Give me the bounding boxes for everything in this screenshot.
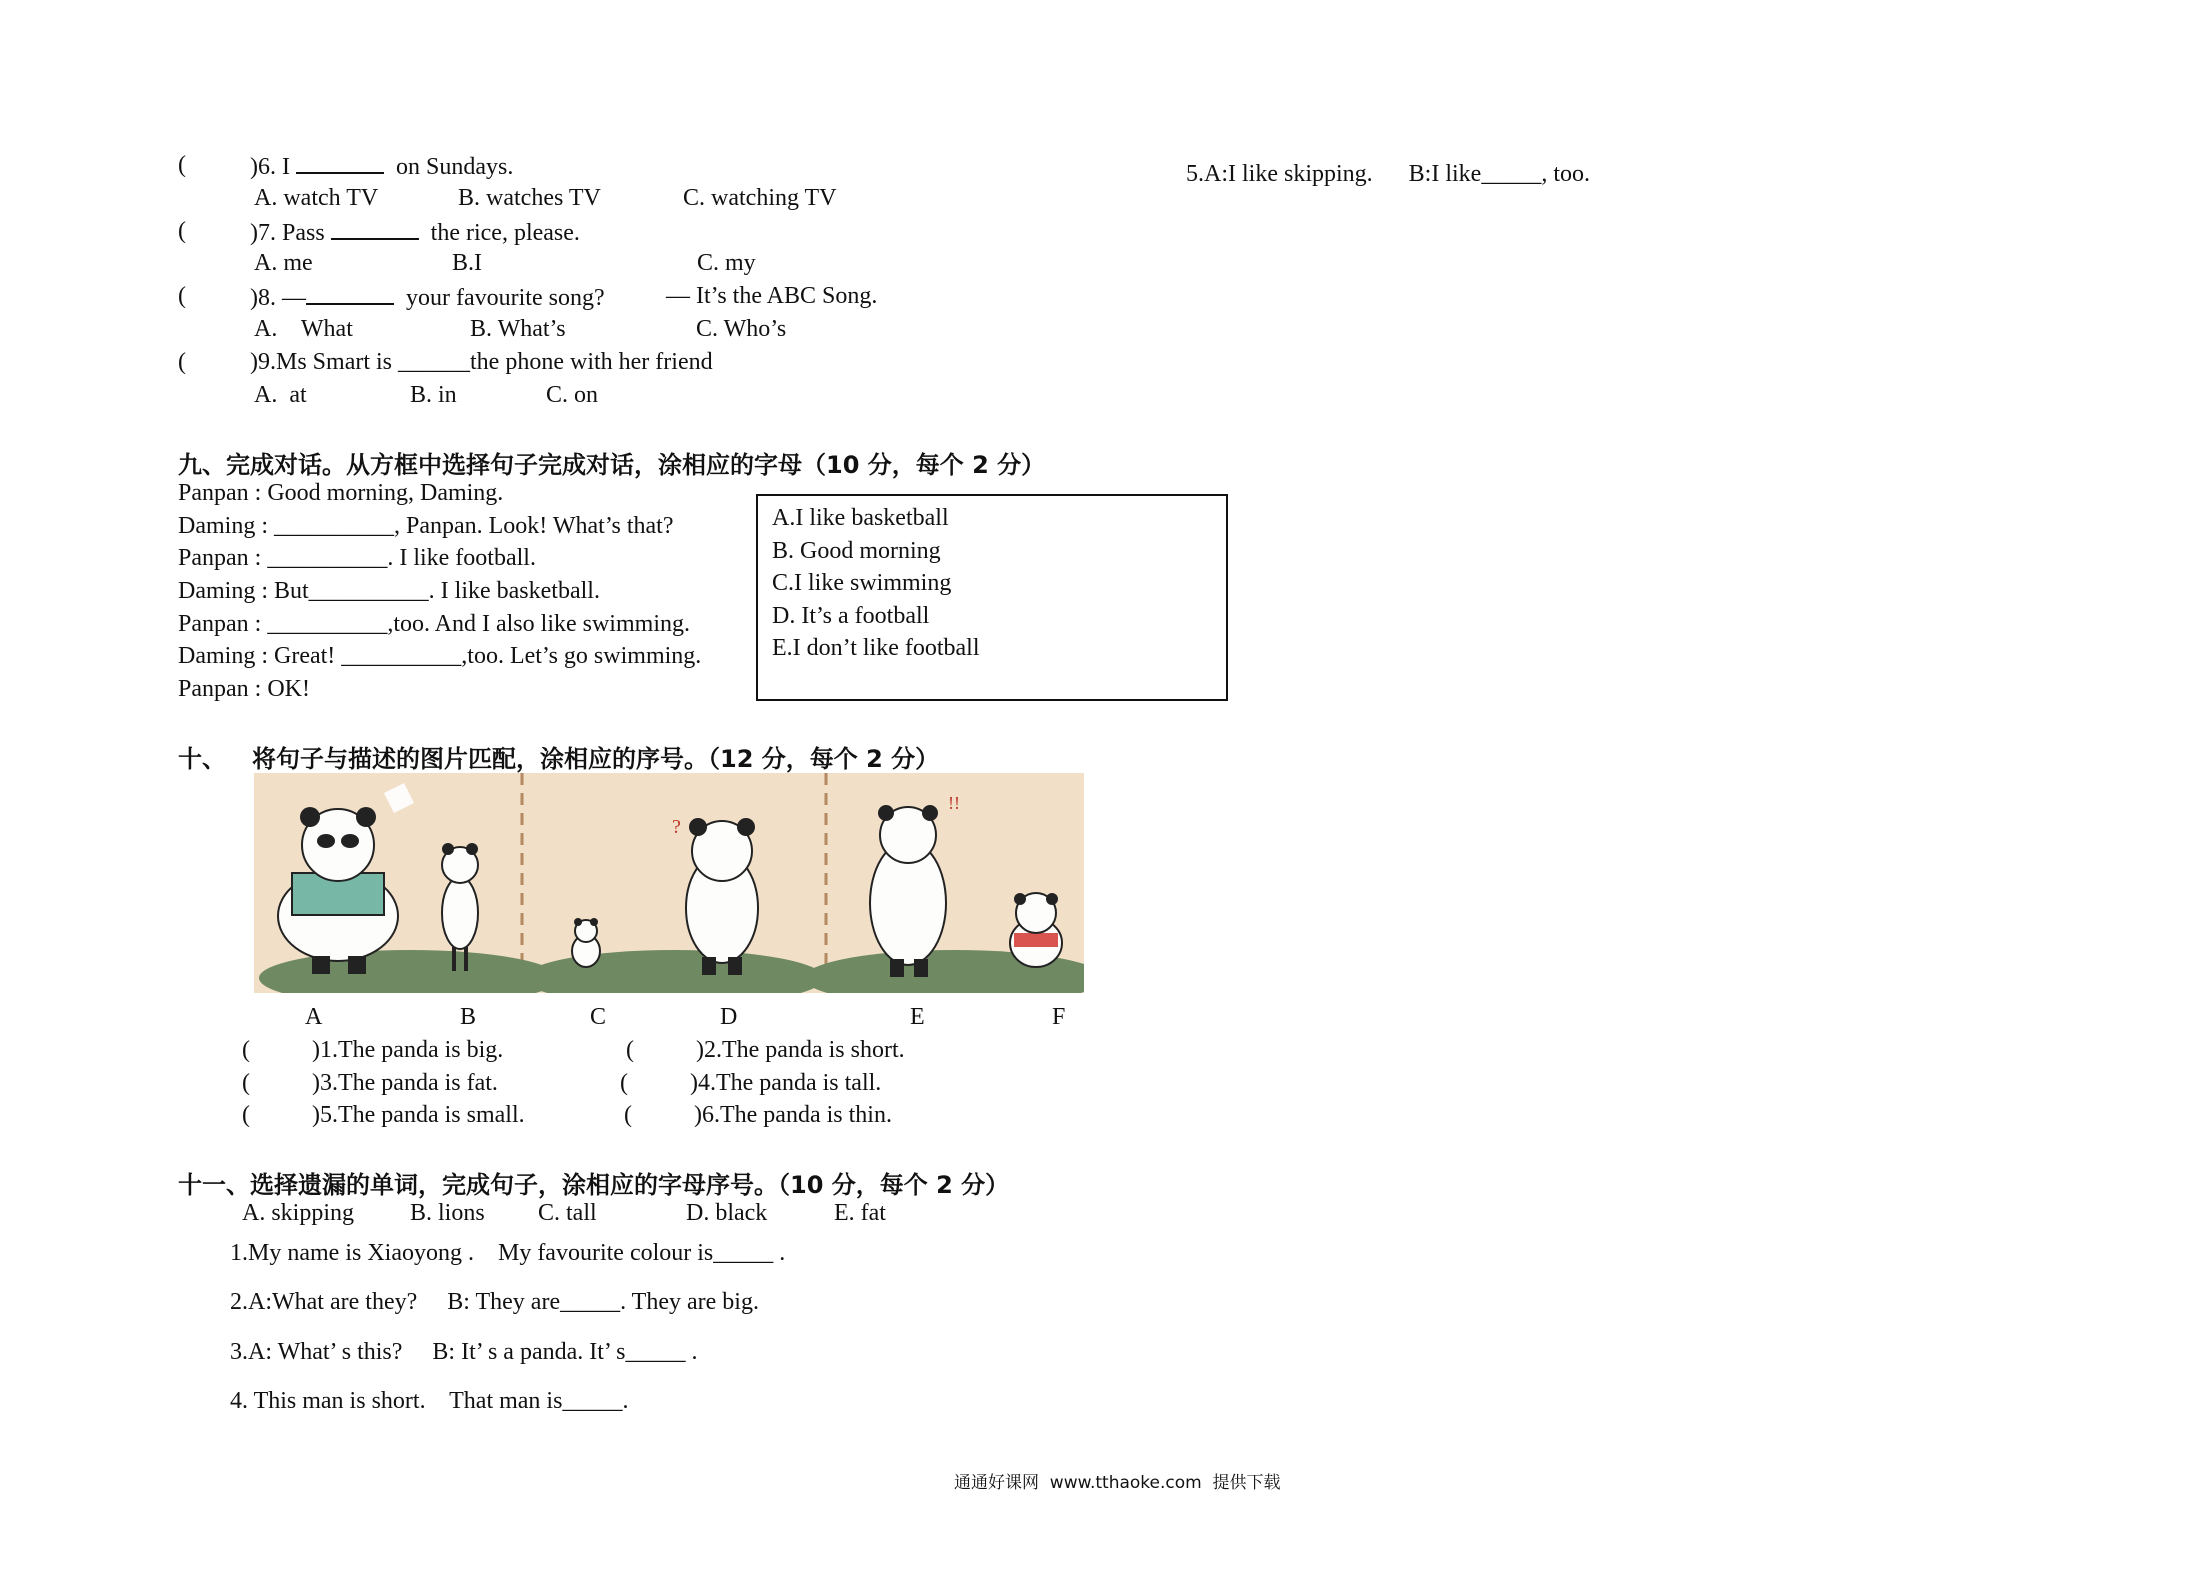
match-item: )1.The panda is big. xyxy=(312,1037,504,1063)
q6-paren: ( xyxy=(178,152,186,178)
word-option[interactable]: B. lions xyxy=(410,1200,485,1226)
q7-stem-start: )7. Pass xyxy=(250,220,325,246)
q8-paren: ( xyxy=(178,283,186,309)
picture-letter: B xyxy=(460,1004,477,1030)
picture-letter: D xyxy=(720,1004,738,1030)
svg-text:!!: !! xyxy=(948,793,960,813)
dialogue-line: Panpan : OK! xyxy=(178,676,310,702)
word-option[interactable]: D. black xyxy=(686,1200,768,1226)
dialogue-line: Daming : __________, Panpan. Look! What’s that? xyxy=(178,513,674,539)
panda-f xyxy=(1010,893,1062,967)
match-item: )4.The panda is tall. xyxy=(690,1070,882,1096)
q6-option-b[interactable]: B. watches TV xyxy=(458,185,601,211)
q8-stem-start: )8. — xyxy=(250,285,306,311)
q8-stem-end: your favourite song? xyxy=(406,285,605,311)
box-option[interactable]: A.I like basketball xyxy=(772,505,949,531)
q7-option-c[interactable]: C. my xyxy=(697,250,756,276)
word-option[interactable]: C. tall xyxy=(538,1200,597,1226)
q7-stem xyxy=(250,218,580,247)
q9-option-a[interactable]: A. at xyxy=(254,382,307,408)
q7-option-b[interactable]: B.I xyxy=(452,250,482,276)
word-option[interactable]: E. fat xyxy=(834,1200,886,1226)
match-item: )3.The panda is fat. xyxy=(312,1070,498,1096)
q8-option-b[interactable]: B. What’s xyxy=(470,316,566,342)
match-paren: ( xyxy=(242,1037,250,1063)
q9-stem: )9.Ms Smart is ______the phone with her friend xyxy=(250,349,713,375)
q8-blank[interactable] xyxy=(306,283,394,305)
fill-sentence: 1.My name is Xiaoyong . My favourite colour is_____ . xyxy=(230,1240,786,1266)
q7-option-a[interactable]: A. me xyxy=(254,250,313,276)
box-option[interactable]: B. Good morning xyxy=(772,538,941,564)
dialogue-line: Panpan : __________. I like football. xyxy=(178,545,536,571)
q6-blank[interactable] xyxy=(296,152,384,174)
dialogue-line: Daming : But__________. I like basketball. xyxy=(178,578,600,604)
dialogue-line: Panpan : Good morning, Daming. xyxy=(178,480,504,506)
q7-stem-end: the rice, please. xyxy=(430,220,580,246)
match-paren: ( xyxy=(620,1070,628,1096)
part9-heading: 九、完成对话。从方框中选择句子完成对话，涂相应的字母（10 分，每个 2 分） xyxy=(178,451,1046,479)
q6-stem-start: )6. I xyxy=(250,154,290,180)
box-option[interactable]: D. It’s a football xyxy=(772,603,930,629)
q9-paren: ( xyxy=(178,349,186,375)
footer-credit: 通通好课网 www.tthaoke.com 提供下载 xyxy=(954,1473,1281,1493)
part10-heading-number: 十、 xyxy=(178,745,226,773)
box-option[interactable]: C.I like swimming xyxy=(772,570,952,596)
q6-option-a[interactable]: A. watch TV xyxy=(254,185,379,211)
q9-option-c[interactable]: C. on xyxy=(546,382,599,408)
q8-option-a[interactable]: A. What xyxy=(254,316,353,342)
word-option[interactable]: A. skipping xyxy=(242,1200,355,1226)
panda-c xyxy=(572,918,600,967)
match-item: )6.The panda is thin. xyxy=(694,1102,892,1128)
q6-stem xyxy=(250,152,513,181)
part11-heading: 十一、选择遗漏的单词，完成句子，涂相应的字母序号。（10 分，每个 2 分） xyxy=(178,1171,1010,1199)
fill-sentence: 2.A:What are they? B: They are_____. They are big. xyxy=(230,1289,759,1315)
q8-answer: — It’s the ABC Song. xyxy=(666,283,878,309)
panda-picture xyxy=(254,773,1084,993)
match-item: )2.The panda is short. xyxy=(696,1037,905,1063)
picture-letter: A xyxy=(305,1004,323,1030)
fill-sentence: 4. This man is short. That man is_____. xyxy=(230,1388,629,1414)
q8-stem xyxy=(250,283,605,312)
match-paren: ( xyxy=(626,1037,634,1063)
q8-option-c[interactable]: C. Who’s xyxy=(696,316,787,342)
box-option[interactable]: E.I don’t like football xyxy=(772,635,980,661)
q7-blank[interactable] xyxy=(331,218,419,240)
fill-sentence: 3.A: What’ s this? B: It’ s a panda. It’ s_____ . xyxy=(230,1339,698,1365)
q6-stem-end: on Sundays. xyxy=(395,154,514,180)
picture-letter: E xyxy=(910,1004,925,1030)
picture-letter: C xyxy=(590,1004,607,1030)
dialogue-line: Panpan : __________,too. And I also like swimming. xyxy=(178,611,690,637)
svg-text:?: ? xyxy=(672,816,681,838)
picture-letter: F xyxy=(1052,1004,1066,1030)
q7-paren: ( xyxy=(178,218,186,244)
q6-option-c[interactable]: C. watching TV xyxy=(683,185,837,211)
dialogue-line: Daming : Great! __________,too. Let’s go swimming. xyxy=(178,643,702,669)
match-paren: ( xyxy=(242,1102,250,1128)
match-paren: ( xyxy=(242,1070,250,1096)
q9-option-b[interactable]: B. in xyxy=(410,382,457,408)
match-paren: ( xyxy=(624,1102,632,1128)
right-q5: 5.A:I like skipping. B:I like_____, too. xyxy=(1186,161,1590,187)
match-item: )5.The panda is small. xyxy=(312,1102,525,1128)
part10-heading: 将句子与描述的图片匹配，涂相应的序号。（12 分，每个 2 分） xyxy=(252,745,940,773)
